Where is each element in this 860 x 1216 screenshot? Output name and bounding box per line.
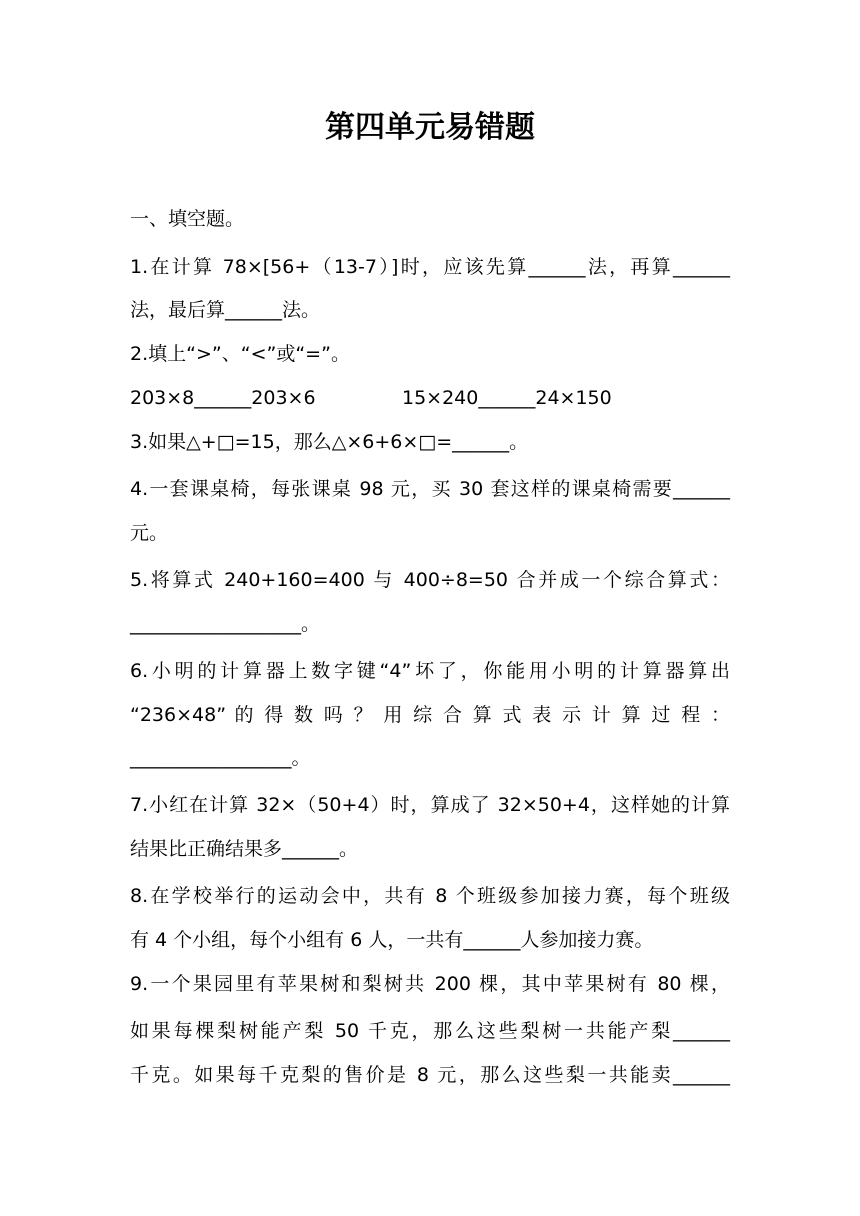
- question-4-line-1: 4.一套课桌椅，每张课桌 98 元，买 30 套这样的课桌椅需要______: [130, 478, 730, 500]
- question-6-line-1: 6.小明的计算器上数字键“4”坏了，你能用小明的计算器算出: [130, 660, 730, 682]
- question-2-line-1: 2.填上“>”、“<”或“=”。: [130, 343, 350, 365]
- question-2-comparisons: [130, 384, 730, 412]
- question-5-line-2: __________________。: [130, 613, 321, 635]
- question-1-line-1: 1.在计算 78×[56+（13-7）]时，应该先算______法，再算______: [130, 256, 730, 278]
- question-9-line-3: 千克。如果每千克梨的售价是 8 元，那么这些梨一共能卖______: [130, 1064, 730, 1086]
- comparison-1: 203×8______203×6: [130, 387, 316, 409]
- question-8-line-2: 有 4 个小组，每个小组有 6 人，一共有______人参加接力赛。: [130, 929, 654, 951]
- question-9-line-2: 如果每棵梨树能产梨 50 千克，那么这些梨树一共能产梨______: [130, 1020, 730, 1042]
- question-1-line-2: 法，最后算______法。: [130, 299, 321, 321]
- question-5-line-1: 5.将算式 240+160=400 与 400÷8=50 合并成一个综合算式：: [130, 569, 730, 591]
- question-3: 3.如果△+□=15，那么△×6+6×□=______。: [130, 431, 529, 453]
- question-9-line-1: 9.一个果园里有苹果树和梨树共 200 棵，其中苹果树有 80 棵，: [130, 973, 730, 995]
- page-title: 第四单元易错题: [325, 110, 535, 145]
- question-6-line-2: “236×48” 的 得 数 吗 ？ 用 综 合 算 式 表 示 计 算 过 程 ：: [130, 704, 730, 726]
- question-7-line-2: 结果比正确结果多______。: [130, 838, 359, 860]
- question-7-line-1: 7.小红在计算 32×（50+4）时，算成了 32×50+4，这样她的计算: [130, 794, 730, 816]
- question-6-line-3: _________________。: [130, 747, 311, 769]
- question-8-line-1: 8.在学校举行的运动会中，共有 8 个班级参加接力赛，每个班级: [130, 885, 730, 907]
- section-heading: 一、填空题。: [130, 208, 245, 230]
- comparison-2: 15×240______24×150: [402, 387, 612, 409]
- question-4-line-2: 元。: [130, 522, 169, 544]
